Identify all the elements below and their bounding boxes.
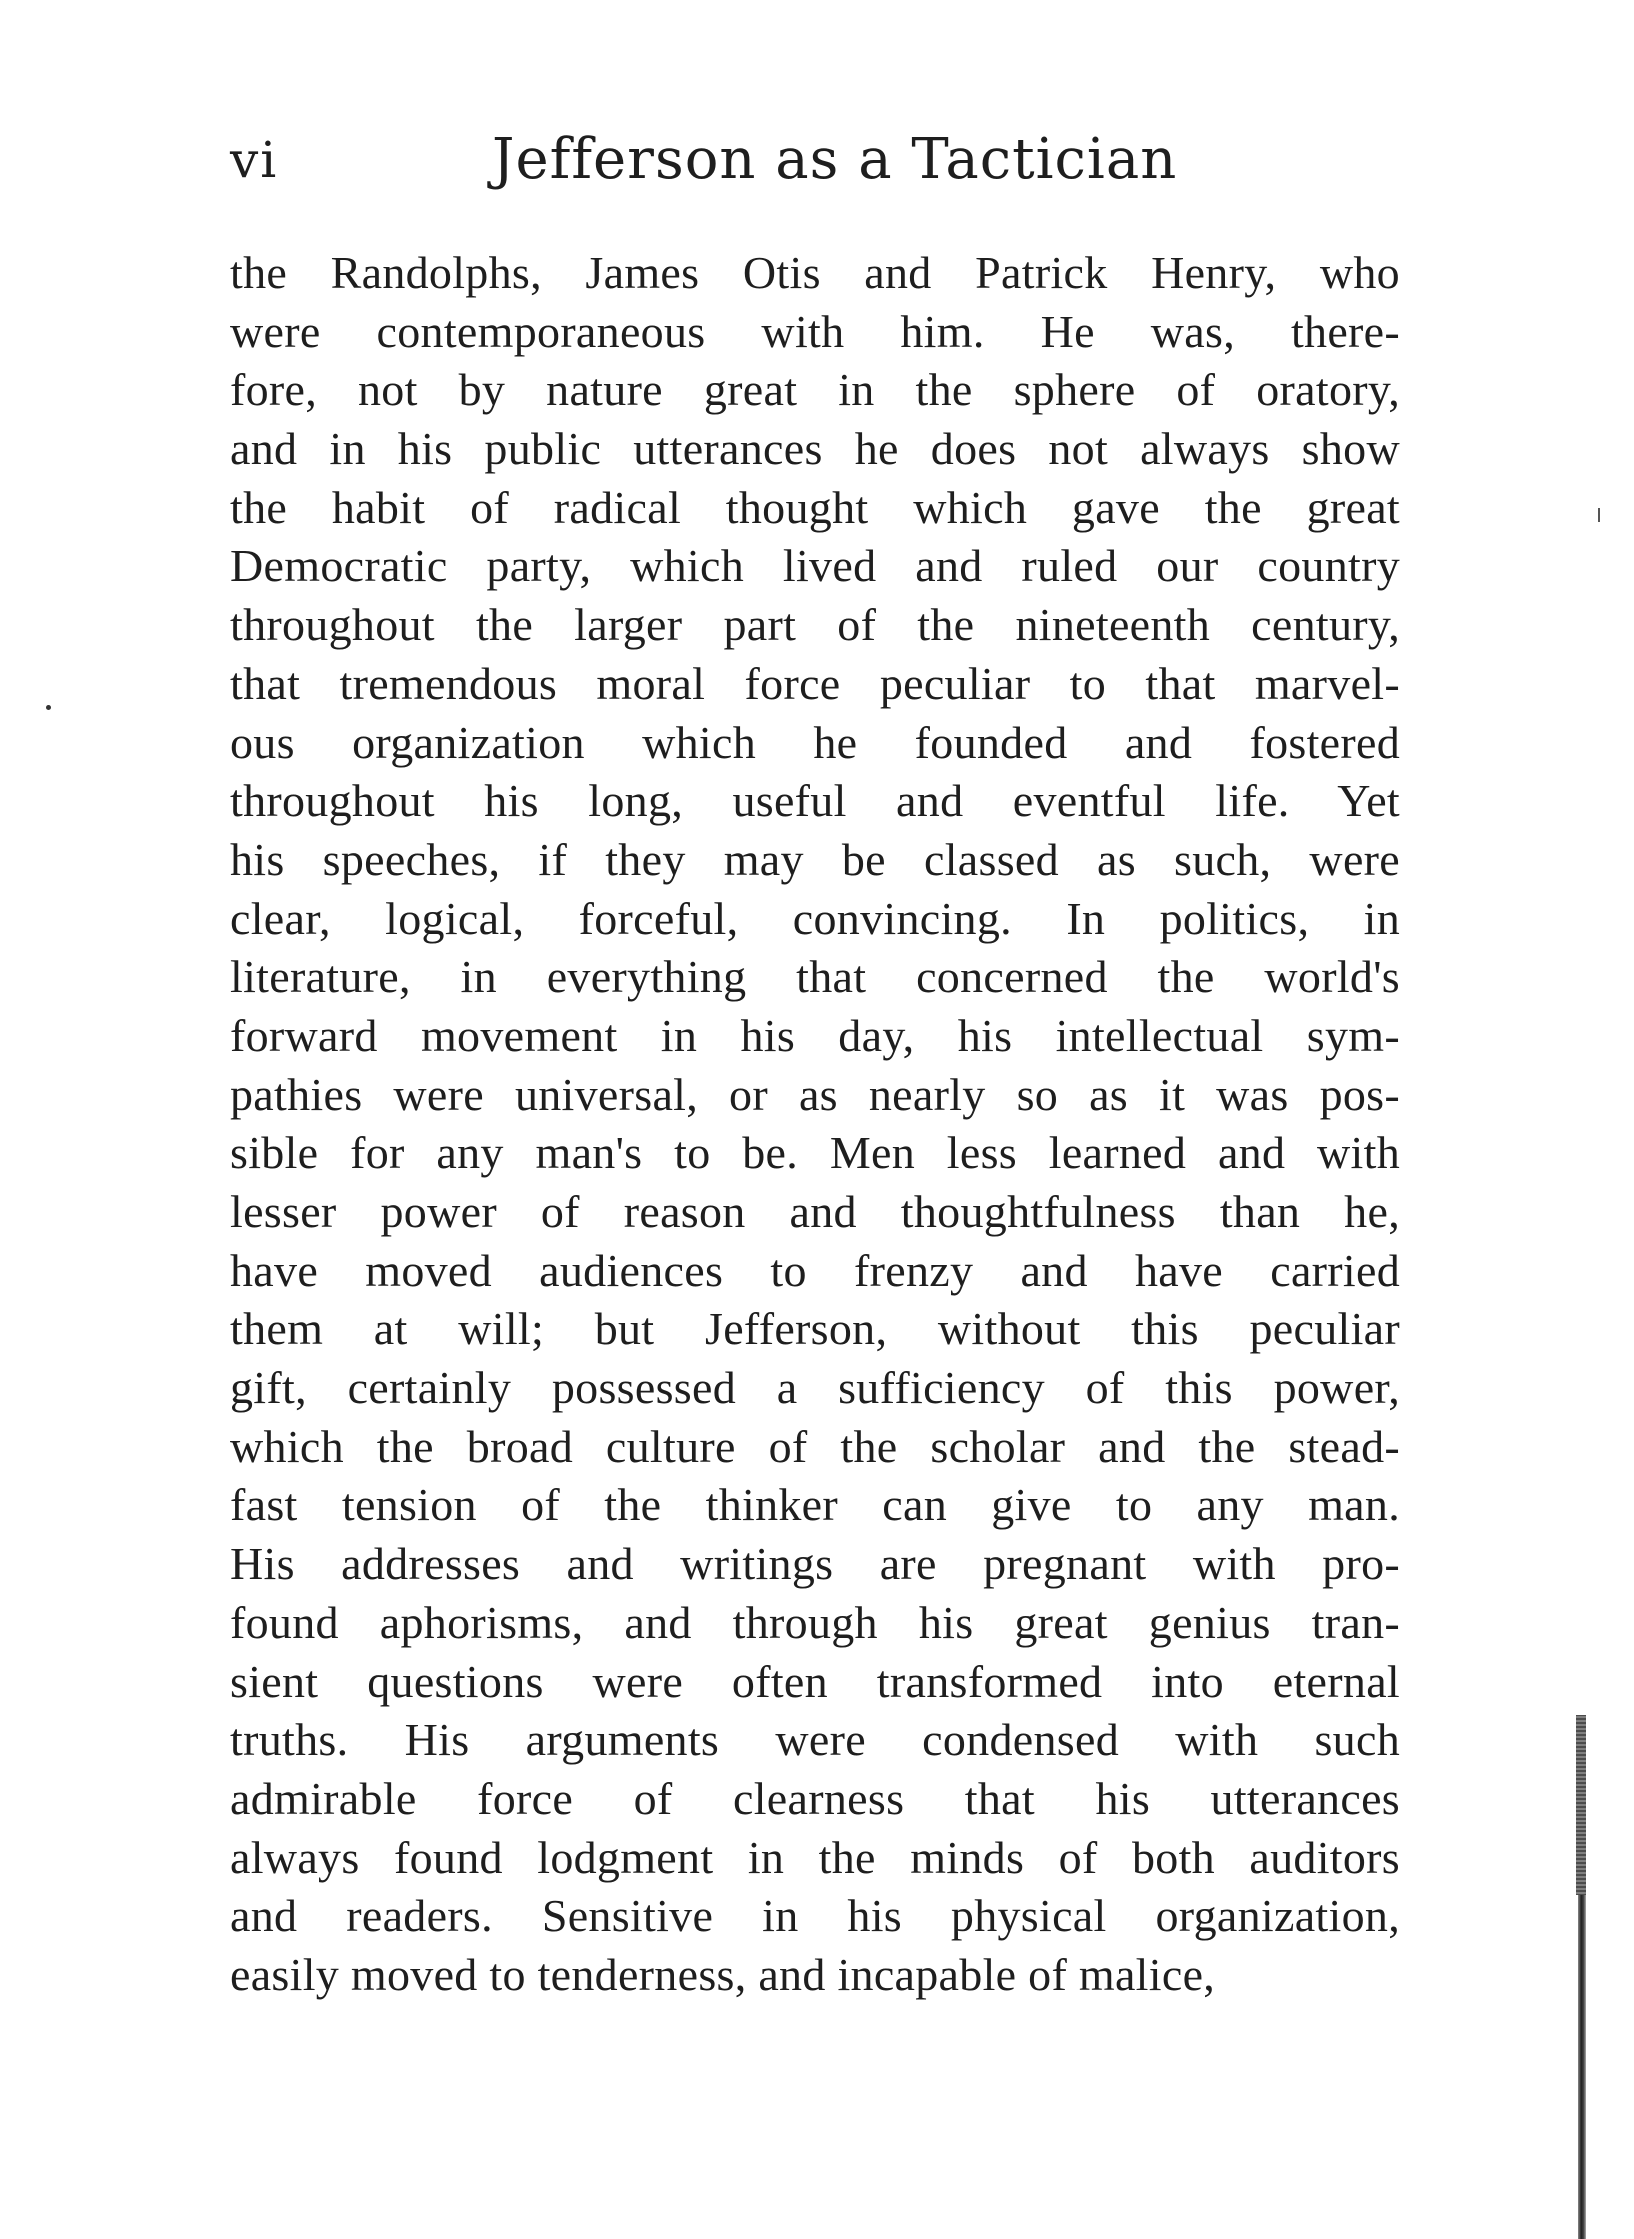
text-line: forward movement in his day, his intellectual sym- xyxy=(230,1009,1400,1061)
text-line: and in his public utterances he does not always show xyxy=(230,423,1400,475)
text-line: the habit of radical thought which gave the great xyxy=(230,481,1400,533)
text-line: pathies were universal, or as nearly so as it was pos- xyxy=(230,1068,1400,1120)
text-line: lesser power of reason and thoughtfulness than he, xyxy=(230,1186,1400,1237)
text-line: clear, logical, forceful, convincing. In politics, in xyxy=(230,892,1400,944)
text-line: sible for any man's to be. Men less learned and with xyxy=(230,1127,1400,1179)
text-line: and readers. Sensitive in his physical organization, xyxy=(230,1890,1400,1942)
running-title: Jefferson as a Tactician xyxy=(492,127,1178,192)
text-line: His addresses and writings are pregnant with pro- xyxy=(230,1538,1400,1590)
text-line: gift, certainly possessed a sufficiency of this power, xyxy=(230,1362,1400,1414)
text-line: fast tension of the thinker can give to any man. xyxy=(230,1479,1400,1531)
text-line: found aphorisms, and through his great genius tran- xyxy=(230,1596,1400,1648)
scan-mark xyxy=(1598,508,1600,522)
text-line: them at will; but Jefferson, without this peculiar xyxy=(230,1303,1400,1355)
body-text xyxy=(230,244,1400,2005)
text-line: truths. His arguments were condensed with such xyxy=(230,1714,1400,1766)
text-line: which the broad culture of the scholar and the stead- xyxy=(230,1420,1400,1472)
text-line: Democratic party, which lived and ruled our country xyxy=(230,540,1400,592)
text-line: fore, not by nature great in the sphere of oratory, xyxy=(230,364,1400,416)
text-line: throughout his long, useful and eventful life. Yet xyxy=(230,775,1400,827)
text-line: admirable force of clearness that his utterances xyxy=(230,1772,1400,1824)
text-line: easily moved to tenderness, and incapable of malice, xyxy=(230,1948,1216,2000)
page-edge-texture xyxy=(1576,1715,1586,1895)
text-line: the Randolphs, James Otis and Patrick Henry, who xyxy=(230,247,1400,298)
text-line: literature, in everything that concerned the world's xyxy=(230,951,1400,1003)
text-line: that tremendous moral force peculiar to that marvel- xyxy=(230,657,1400,709)
text-line: always found lodgment in the minds of both auditors xyxy=(230,1831,1400,1883)
text-line: ous organization which he founded and fostered xyxy=(230,716,1400,768)
text-line: sient questions were often transformed into eternal xyxy=(230,1655,1400,1707)
text-line: have moved audiences to frenzy and have carried xyxy=(230,1244,1400,1296)
running-head xyxy=(230,120,1400,200)
text-line: were contemporaneous with him. He was, there- xyxy=(230,305,1400,357)
page-number: vi xyxy=(230,131,279,189)
text-line: throughout the larger part of the nineteenth century, xyxy=(230,599,1400,651)
scan-speck xyxy=(46,705,51,710)
text-line: his speeches, if they may be classed as such, were xyxy=(230,833,1400,885)
